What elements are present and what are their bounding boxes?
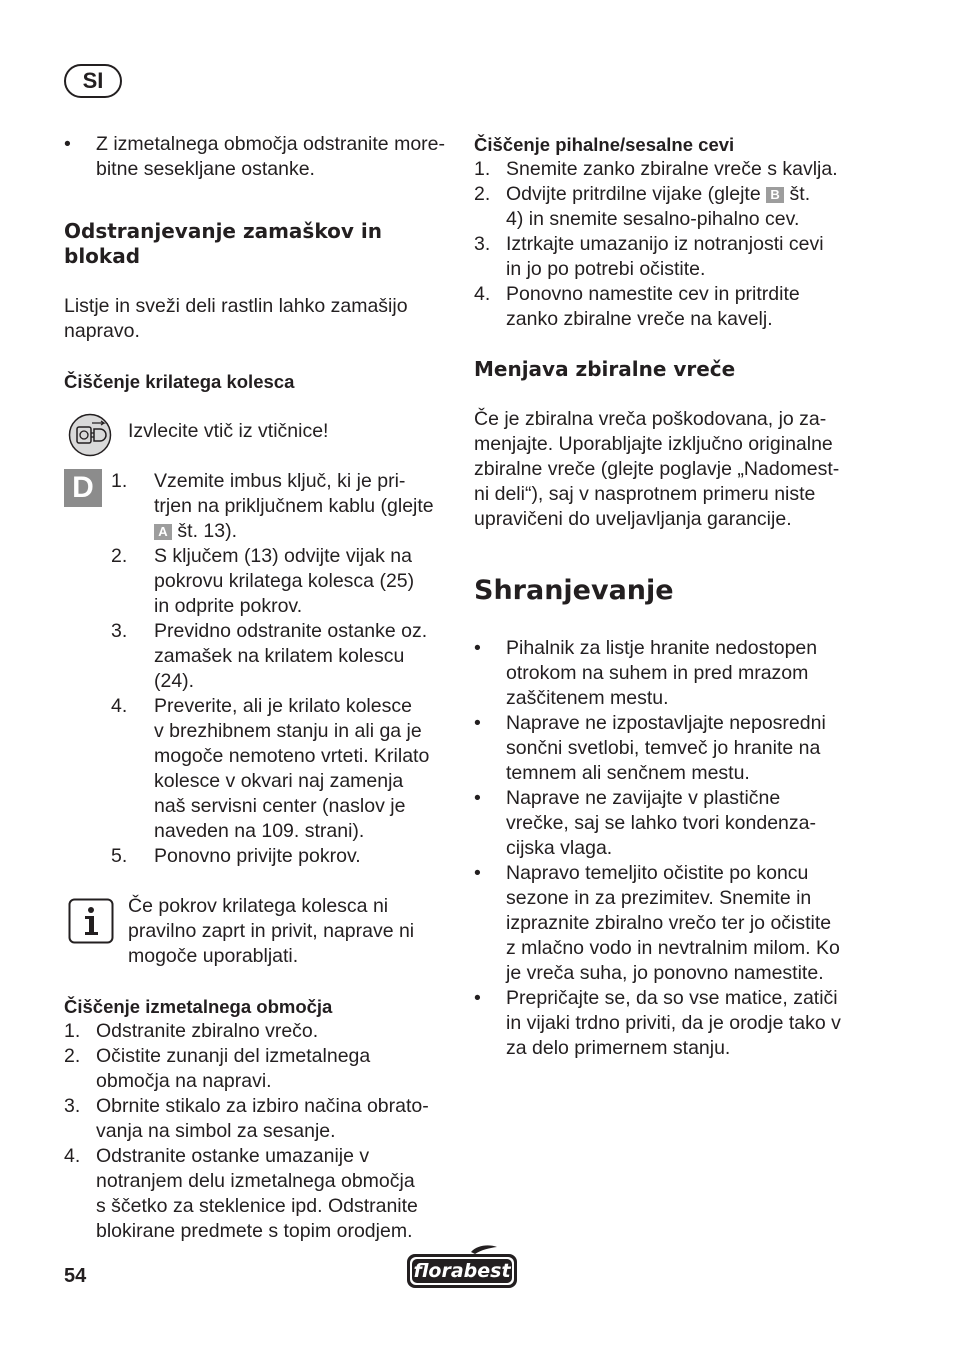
bullet-marker: •: [474, 712, 481, 734]
step-text-part: Odvijte pritrdilne vijake (glejte: [506, 183, 767, 205]
step-number: 5.: [111, 845, 128, 867]
list-item: [474, 861, 874, 986]
figure-ref-a: A: [154, 524, 172, 540]
figure-label-d: D: [64, 469, 102, 507]
step-number: 4.: [474, 283, 491, 305]
step-number: 4.: [64, 1145, 81, 1167]
step-text: Snemite zanko zbiralne vreče s kavlja.: [506, 158, 838, 180]
list-item: [64, 619, 454, 694]
bullet-text: Naprave ne zavijajte v plastične vrečke, saj se lahko tvori kondenza- cijska vlaga.: [506, 787, 816, 859]
list-item: [474, 232, 874, 282]
list-item: [64, 469, 454, 544]
list-item: [64, 1019, 454, 1044]
step-text: Ponovno privijte pokrov.: [154, 845, 361, 867]
step-text: Previdno odstranite ostanke oz. zamašek na krilatem kolescu (24).: [154, 620, 428, 692]
step-text: Odstranite ostanke umazanije v notranjem delu izmetalnega območja s ščetko za steklenice ipd. Odstranite blokirane predmete s topim orodjem.: [96, 1145, 418, 1242]
subheading-impeller: Čiščenje krilatega kolesca: [64, 371, 295, 392]
list-item: [474, 282, 874, 332]
step-text: S ključem (13) odvijte vijak na pokrovu krilatega kolesca (25) in odprite pokrov.: [154, 545, 415, 617]
left-column: [64, 132, 454, 1244]
step-number: 2.: [474, 183, 491, 205]
step-number: 3.: [111, 620, 128, 642]
step-text-part: Vzemite imbus ključ, ki je pri- trjen na priključnem kablu (glejte: [154, 470, 434, 517]
bullet-text: Naprave ne izpostavljajte neposredni sončni svetlobi, temveč jo hranite na temnem ali senčnem mestu.: [506, 712, 826, 784]
unplug-icon: [68, 413, 112, 457]
info-icon: [68, 898, 114, 944]
step-text: Iztrkajte umazanijo iz notranjosti cevi in jo po potrebi očistite.: [506, 233, 824, 280]
subheading-discharge: Čiščenje izmetalnega območja: [64, 996, 333, 1017]
right-column: [474, 132, 874, 1061]
info-note: [64, 894, 454, 969]
storage-list: [474, 636, 874, 1061]
step-number: 2.: [64, 1045, 81, 1067]
step-text-part: št. 13).: [172, 520, 238, 542]
bullet-text: Prepričajte se, da so vse matice, zatiči in vijaki trdno priviti, da je orodje tako v za delo primernem stanju.: [506, 987, 841, 1059]
step-text: Očistite zunanji del izmetalnega območja na napravi.: [96, 1045, 371, 1092]
bullet-text: Pihalnik za listje hranite nedostopen otrokom na suhem in pred mrazom zaščitenem mestu.: [506, 637, 818, 709]
plug-warning: [64, 419, 454, 444]
plug-warning-text: Izvlecite vtič iz vtičnice!: [128, 420, 329, 442]
step-text: Ponovno namestite cev in pritrdite zanko zbiralne vreče na kavelj.: [506, 283, 800, 330]
list-item: [64, 544, 454, 619]
bullet-marker: •: [474, 787, 481, 809]
info-note-text: Če pokrov krilatega kolesca ni pravilno zaprt in privit, naprave ni mogoče uporabljati.: [128, 895, 415, 967]
list-item: [474, 182, 874, 232]
list-item: [64, 1094, 454, 1144]
list-item: [474, 636, 874, 711]
list-item: [64, 844, 454, 869]
subheading-tube: Čiščenje pihalne/sesalne cevi: [474, 134, 735, 155]
list-item: [64, 694, 454, 844]
list-item: [64, 1144, 454, 1244]
step-number: 3.: [64, 1095, 81, 1117]
step-text-part: št. 4) in snemite sesalno-pihalno cev.: [506, 183, 811, 230]
brand-wordmark: florabest: [413, 1260, 511, 1282]
step-number: 1.: [474, 158, 491, 180]
bullet-text: Napravo temeljito očistite po koncu sezone in za prezimitev. Snemite in izpraznite zbiralno vrečo ter jo očistite z mlačno vodo in nevtralnim milom. Ko je vreča suha, jo ponovno namestite.: [506, 862, 840, 984]
bullet-marker: •: [64, 133, 71, 155]
step-text: [154, 469, 454, 544]
impeller-steps: [64, 469, 454, 869]
bullet-marker: •: [474, 987, 481, 1009]
bullet-text: Z izmetalnega območja odstranite more- bitne sesekljane ostanke.: [96, 133, 445, 180]
step-number: 1.: [111, 470, 128, 492]
list-item: [474, 711, 874, 786]
section-heading-blockage: Odstranjevanje zamaškov in blokad: [64, 219, 382, 268]
language-badge: SI: [64, 64, 122, 98]
section-title-storage: Shranjevanje: [474, 575, 674, 606]
figure-ref-b: B: [766, 187, 784, 203]
step-text: Obrnite stikalo za izbiro načina obrato- vanja na simbol za sesanje.: [96, 1095, 429, 1142]
step-text: Odstranite zbiralno vrečo.: [96, 1020, 319, 1042]
paragraph-bag: Če je zbiralna vreča poškodovana, jo za- menjajte. Uporabljajte izključno originalne zbiralne vreče (glejte poglavje „Nadomest- ni deli“), saj v nasprotnem primeru niste upravičeni do uveljavljanja garancije.: [474, 408, 840, 530]
step-number: 4.: [111, 695, 128, 717]
section-heading-bag: Menjava zbiralne vreče: [474, 357, 736, 381]
florabest-logo: [405, 1244, 519, 1290]
step-number: 2.: [111, 545, 128, 567]
list-item: [474, 986, 874, 1061]
page-number: 54: [64, 1265, 87, 1287]
list-item: [64, 1044, 454, 1094]
bullet-marker: •: [474, 637, 481, 659]
step-number: 3.: [474, 233, 491, 255]
step-text: [506, 182, 874, 232]
step-number: 1.: [64, 1020, 81, 1042]
list-item: [64, 132, 454, 182]
paragraph-blockage: Listje in sveži deli rastlin lahko zamašijo napravo.: [64, 295, 408, 342]
bullet-marker: •: [474, 862, 481, 884]
list-item: [474, 157, 874, 182]
list-item: [474, 786, 874, 861]
step-text: Preverite, ali je krilato kolesce v brezhibnem stanju in ali ga je mogoče nemoteno vrteti. Krilato kolesce v okvari naj zamenja naš servisni center (naslov je naveden na 109. strani).: [154, 695, 430, 842]
